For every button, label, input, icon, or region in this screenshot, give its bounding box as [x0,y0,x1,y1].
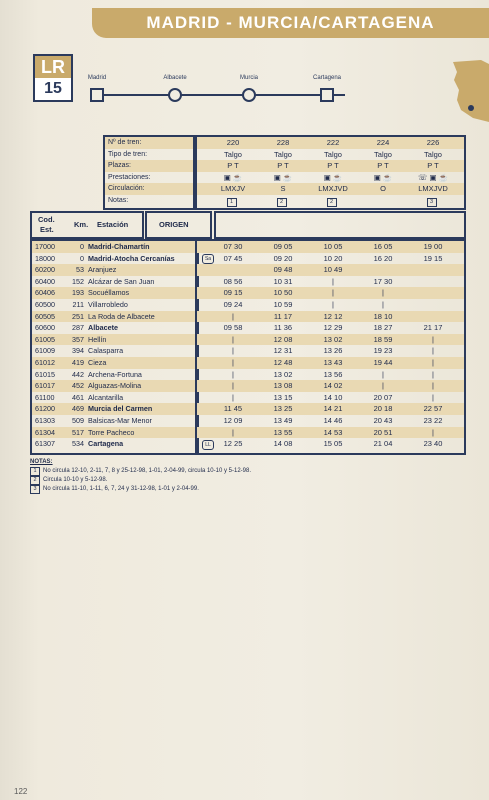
time-cell: | [332,288,334,298]
station-km: 287 [72,323,84,333]
station-name: Hellín [88,334,107,344]
time-cell: 09 58 [223,323,243,333]
time-row [197,334,464,346]
table-header-blank [214,211,466,239]
time-cell: 23 22 [423,416,443,425]
header-origen: ORIGEN [159,220,189,229]
time-cell: 12 48 [273,358,293,367]
page-header [92,8,489,38]
train-circulacion: LMXJVD [318,184,348,193]
station-code: 61012 [35,358,55,367]
train-prestaciones: ☏ ▣ ☕ [418,172,448,182]
note-number: 3 [30,485,40,494]
time-cell: 19 15 [423,253,443,263]
time-cell: | [332,276,334,286]
time-cell: 13 55 [273,427,293,437]
station-km: 0 [80,242,84,251]
time-cell: 10 50 [273,288,293,298]
time-cell: 20 07 [373,392,393,402]
station-code: 60500 [35,300,55,309]
station-km: 251 [72,311,84,321]
header-estacion: Estación [97,220,129,229]
time-row [197,392,464,404]
station-name: Cieza [88,358,107,367]
train-tipo: Talgo [224,149,242,159]
time-cell: 14 02 [323,381,343,391]
time-cell: 10 59 [273,300,293,309]
note-text: No circula 11-10, 1-11, 6, 7, 24 y 31-12-98, 1-01 y 2-04-99. [43,485,199,492]
note-text: Circula 10-10 y 5-12-98. [43,476,108,483]
time-cell: 09 48 [273,265,293,275]
station-code: 61017 [35,381,55,391]
train-numero: 222 [326,138,340,147]
info-label: Prestaciones: [108,173,151,181]
time-cell: 15 05 [323,439,343,449]
time-cell: 10 20 [323,253,343,263]
time-cell: 19 44 [373,358,393,367]
route-label: Albacete [163,75,187,81]
time-cell: | [432,334,434,344]
station-row [32,415,197,427]
time-cell: 13 43 [323,358,343,367]
train-numero: 226 [426,138,440,147]
station-km: 452 [72,381,84,391]
station-row [32,427,197,439]
note-ref: 3 [427,198,437,207]
time-cell: 13 08 [273,381,293,391]
station-row [32,403,197,415]
time-cell: 14 08 [273,439,293,449]
station-code: 60505 [35,311,55,321]
station-name: Madrid-Chamartín [88,242,150,251]
train-circulacion: S [280,184,286,193]
time-cell: 19 23 [373,346,393,356]
station-row [32,322,197,334]
page-title: MADRID - MURCIA/CARTAGENA [146,13,435,32]
station-code: 61303 [35,416,55,425]
time-cell: 18 27 [373,323,393,333]
train-numero: 224 [376,138,390,147]
time-cell: 08 56 [223,276,243,286]
station-name: Balsicas-Mar Menor [88,416,152,425]
time-cell: | [382,369,384,379]
time-row [197,438,464,450]
station-code: 18000 [35,253,55,263]
train-notas [313,195,353,207]
time-cell: | [232,346,234,356]
train-tipo: Talgo [424,149,442,159]
station-km: 419 [72,358,84,367]
station-km: 193 [72,288,84,298]
time-cell: 16 05 [373,242,393,251]
station-row [32,264,197,276]
time-cell: 09 05 [273,242,293,251]
time-cell: | [232,392,234,402]
train-prestaciones: ▣ ☕ [373,172,393,182]
station-code: 61009 [35,346,55,356]
info-label: Notas: [108,196,129,204]
note-ref: 2 [327,198,337,207]
stations-table [30,239,212,455]
station-name: Villarrobledo [88,300,128,309]
time-row [197,322,464,334]
station-code: 61100 [35,392,55,402]
station-km: 534 [72,439,84,449]
station-name: Torre Pacheco [88,427,135,437]
note-text: No circula 12-10, 2-11, 7, 8 y 25-12-98, 1-01, 2-04-99, circula 10-10 y 5-12-98. [43,467,252,474]
train-prestaciones: ▣ ☕ [323,172,343,182]
time-cell: 11 36 [273,323,293,333]
train-plazas: P T [277,161,289,170]
time-cell: 13 25 [273,404,293,414]
station-row [32,311,197,323]
station-row [32,392,197,404]
station-name: Alcantarilla [88,392,124,402]
station-name: La Roda de Albacete [88,311,155,321]
time-cell: 20 43 [373,416,393,425]
station-row [32,357,197,369]
time-cell: 07 30 [223,242,243,251]
spain-map-icon [451,60,489,122]
station-km: 509 [72,416,84,425]
note-number: 1 [30,467,40,476]
station-km: 53 [76,265,84,275]
time-cell: 09 20 [273,253,293,263]
time-cell: 12 09 [223,416,243,425]
train-tipo: Talgo [374,149,392,159]
time-cell: | [432,381,434,391]
time-cell: 13 26 [323,346,343,356]
route-diagram [80,75,360,105]
time-cell: 12 08 [273,334,293,344]
train-tipo: Talgo [274,149,292,159]
header-est: Est. [40,225,54,234]
train-info-labels [103,135,195,210]
time-cell: | [232,334,234,344]
station-code: 61304 [35,427,55,437]
time-row [197,241,464,253]
time-cell: 13 02 [273,369,293,379]
time-cell: | [232,311,234,321]
time-cell: 10 49 [323,265,343,275]
time-cell: | [432,427,434,437]
time-cell: 16 20 [373,253,393,263]
train-notas [413,195,453,207]
station-km: 469 [72,404,84,414]
station-km: 357 [72,334,84,344]
time-row [197,345,464,357]
header-km: Km. [74,220,89,229]
time-cell: 09 15 [223,288,243,298]
time-cell: | [432,392,434,402]
station-km: 442 [72,369,84,379]
time-cell: | [232,381,234,391]
station-service-icon: LL [202,440,214,450]
time-cell: 07 45 [223,253,243,263]
train-plazas: P T [227,161,239,170]
header-cod: Cod. [38,215,55,224]
time-cell: | [432,346,434,356]
station-km: 0 [80,253,84,263]
train-circulacion: LMXJV [220,184,246,193]
station-km: 461 [72,392,84,402]
time-cell: 20 51 [373,427,393,437]
time-cell: 23 40 [423,439,443,449]
time-row [197,253,464,265]
time-cell: 11 45 [223,404,243,414]
time-row [197,403,464,415]
train-notas [263,195,303,207]
notes-title: NOTAS: [30,459,53,465]
time-cell: 21 04 [373,439,393,449]
page-number: 122 [14,787,28,796]
station-row [32,380,197,392]
train-prestaciones: ▣ ☕ [223,172,243,182]
train-prestaciones: ▣ ☕ [273,172,293,182]
station-name: Albacete [88,323,118,333]
time-cell: 12 29 [323,323,343,333]
time-cell: 12 12 [323,311,343,321]
station-name: Archena-Fortuna [88,369,142,379]
note-ref: 2 [277,198,287,207]
station-name: Murcia del Carmen [88,404,153,414]
times-table [195,239,466,455]
time-row [197,299,464,311]
route-label: Murcia [239,75,259,81]
station-km: 517 [72,427,84,437]
station-row [32,369,197,381]
train-numero: 228 [276,138,290,147]
time-cell: | [382,288,384,298]
station-row [32,241,197,253]
route-line [95,94,345,96]
station-name: Madrid-Atocha Cercanías [88,253,175,263]
train-tipo: Talgo [324,149,342,159]
time-cell: 18 59 [373,334,393,344]
time-cell: | [232,369,234,379]
time-cell: 13 02 [323,334,343,344]
line-badge-top: LR [35,56,71,78]
station-row [32,438,211,450]
time-cell: 20 18 [373,404,393,414]
time-cell: 14 21 [323,404,343,414]
time-row [197,287,464,299]
station-name: Alguazas-Molina [88,381,142,391]
time-cell: 09 24 [223,300,243,309]
time-cell: 14 10 [323,392,343,402]
time-cell: 17 30 [373,276,393,286]
station-code: 60406 [35,288,55,298]
time-cell: 13 56 [323,369,343,379]
station-km: 211 [72,300,84,309]
time-row [197,415,464,427]
time-cell: 13 49 [273,416,293,425]
station-name: Aranjuez [88,265,117,275]
time-cell: 13 15 [273,392,293,402]
time-row [197,276,464,288]
info-label: Tipo de tren: [108,150,148,158]
station-km: 394 [72,346,84,356]
train-notas [213,195,253,207]
info-label: Circulación: [105,183,193,195]
time-cell: 12 31 [273,346,293,356]
station-name: Alcázar de San Juan [88,276,155,286]
station-name: Socuéllamos [88,288,130,298]
route-stop-murcia [242,88,256,102]
station-code: 61005 [35,334,55,344]
station-code: 60200 [35,265,55,275]
notes-section [30,458,251,494]
train-plazas: P T [377,161,389,170]
train-circulacion: O [380,184,386,193]
train-plazas: P T [327,161,339,170]
route-stop-cartagena [320,88,334,102]
line-badge [33,54,73,102]
info-label: Nº de tren: [105,137,193,149]
time-cell: 10 31 [273,276,293,286]
time-cell: 14 53 [323,427,343,437]
time-row [197,264,464,276]
time-cell: | [332,300,334,309]
time-row [197,311,464,323]
time-cell: 10 05 [323,242,343,251]
time-cell: | [232,358,234,367]
station-row [32,299,197,311]
table-header-origen [145,211,212,239]
station-code: 17000 [35,242,55,251]
route-stop-albacete [168,88,182,102]
time-cell: | [382,381,384,391]
station-row [32,276,197,288]
note-item [30,485,251,494]
time-cell: | [382,300,384,309]
station-name: Cartagena [88,439,124,449]
time-row [197,427,464,439]
time-cell: 21 17 [423,323,443,333]
train-circulacion: LMXJVD [418,184,448,193]
time-cell: | [432,358,434,367]
note-ref: 1 [227,198,237,207]
time-cell: 18 10 [373,311,393,321]
train-numero: 220 [226,138,240,147]
time-cell: | [432,369,434,379]
note-number: 2 [30,476,40,485]
station-row [32,287,197,299]
time-row [197,380,464,392]
station-code: 60600 [35,323,55,333]
time-cell: 19 00 [423,242,443,251]
time-cell: 11 17 [273,311,293,321]
info-label: Plazas: [105,160,193,172]
note-item [30,467,251,476]
station-service-icon: Sa [202,254,214,264]
time-row [197,369,464,381]
station-km: 152 [72,276,84,286]
station-row [32,345,197,357]
station-name: Calasparra [88,346,124,356]
station-row [32,334,197,346]
station-code: 60400 [35,276,55,286]
station-code: 61307 [35,439,55,449]
time-row [197,357,464,369]
table-header-station [30,211,144,239]
station-code: 61015 [35,369,55,379]
line-badge-number: 15 [44,80,62,97]
train-info-values [195,135,466,210]
time-cell: 12 25 [223,439,243,449]
train-plazas: P T [427,161,439,170]
route-label: Madrid [87,75,107,81]
note-item [30,476,251,485]
time-cell: 14 46 [323,416,343,425]
station-code: 61200 [35,404,55,414]
time-cell: 22 57 [423,404,443,414]
route-stop-madrid [90,88,104,102]
time-cell: | [232,427,234,437]
station-row [32,253,212,265]
route-label: Cartagena [312,75,342,81]
